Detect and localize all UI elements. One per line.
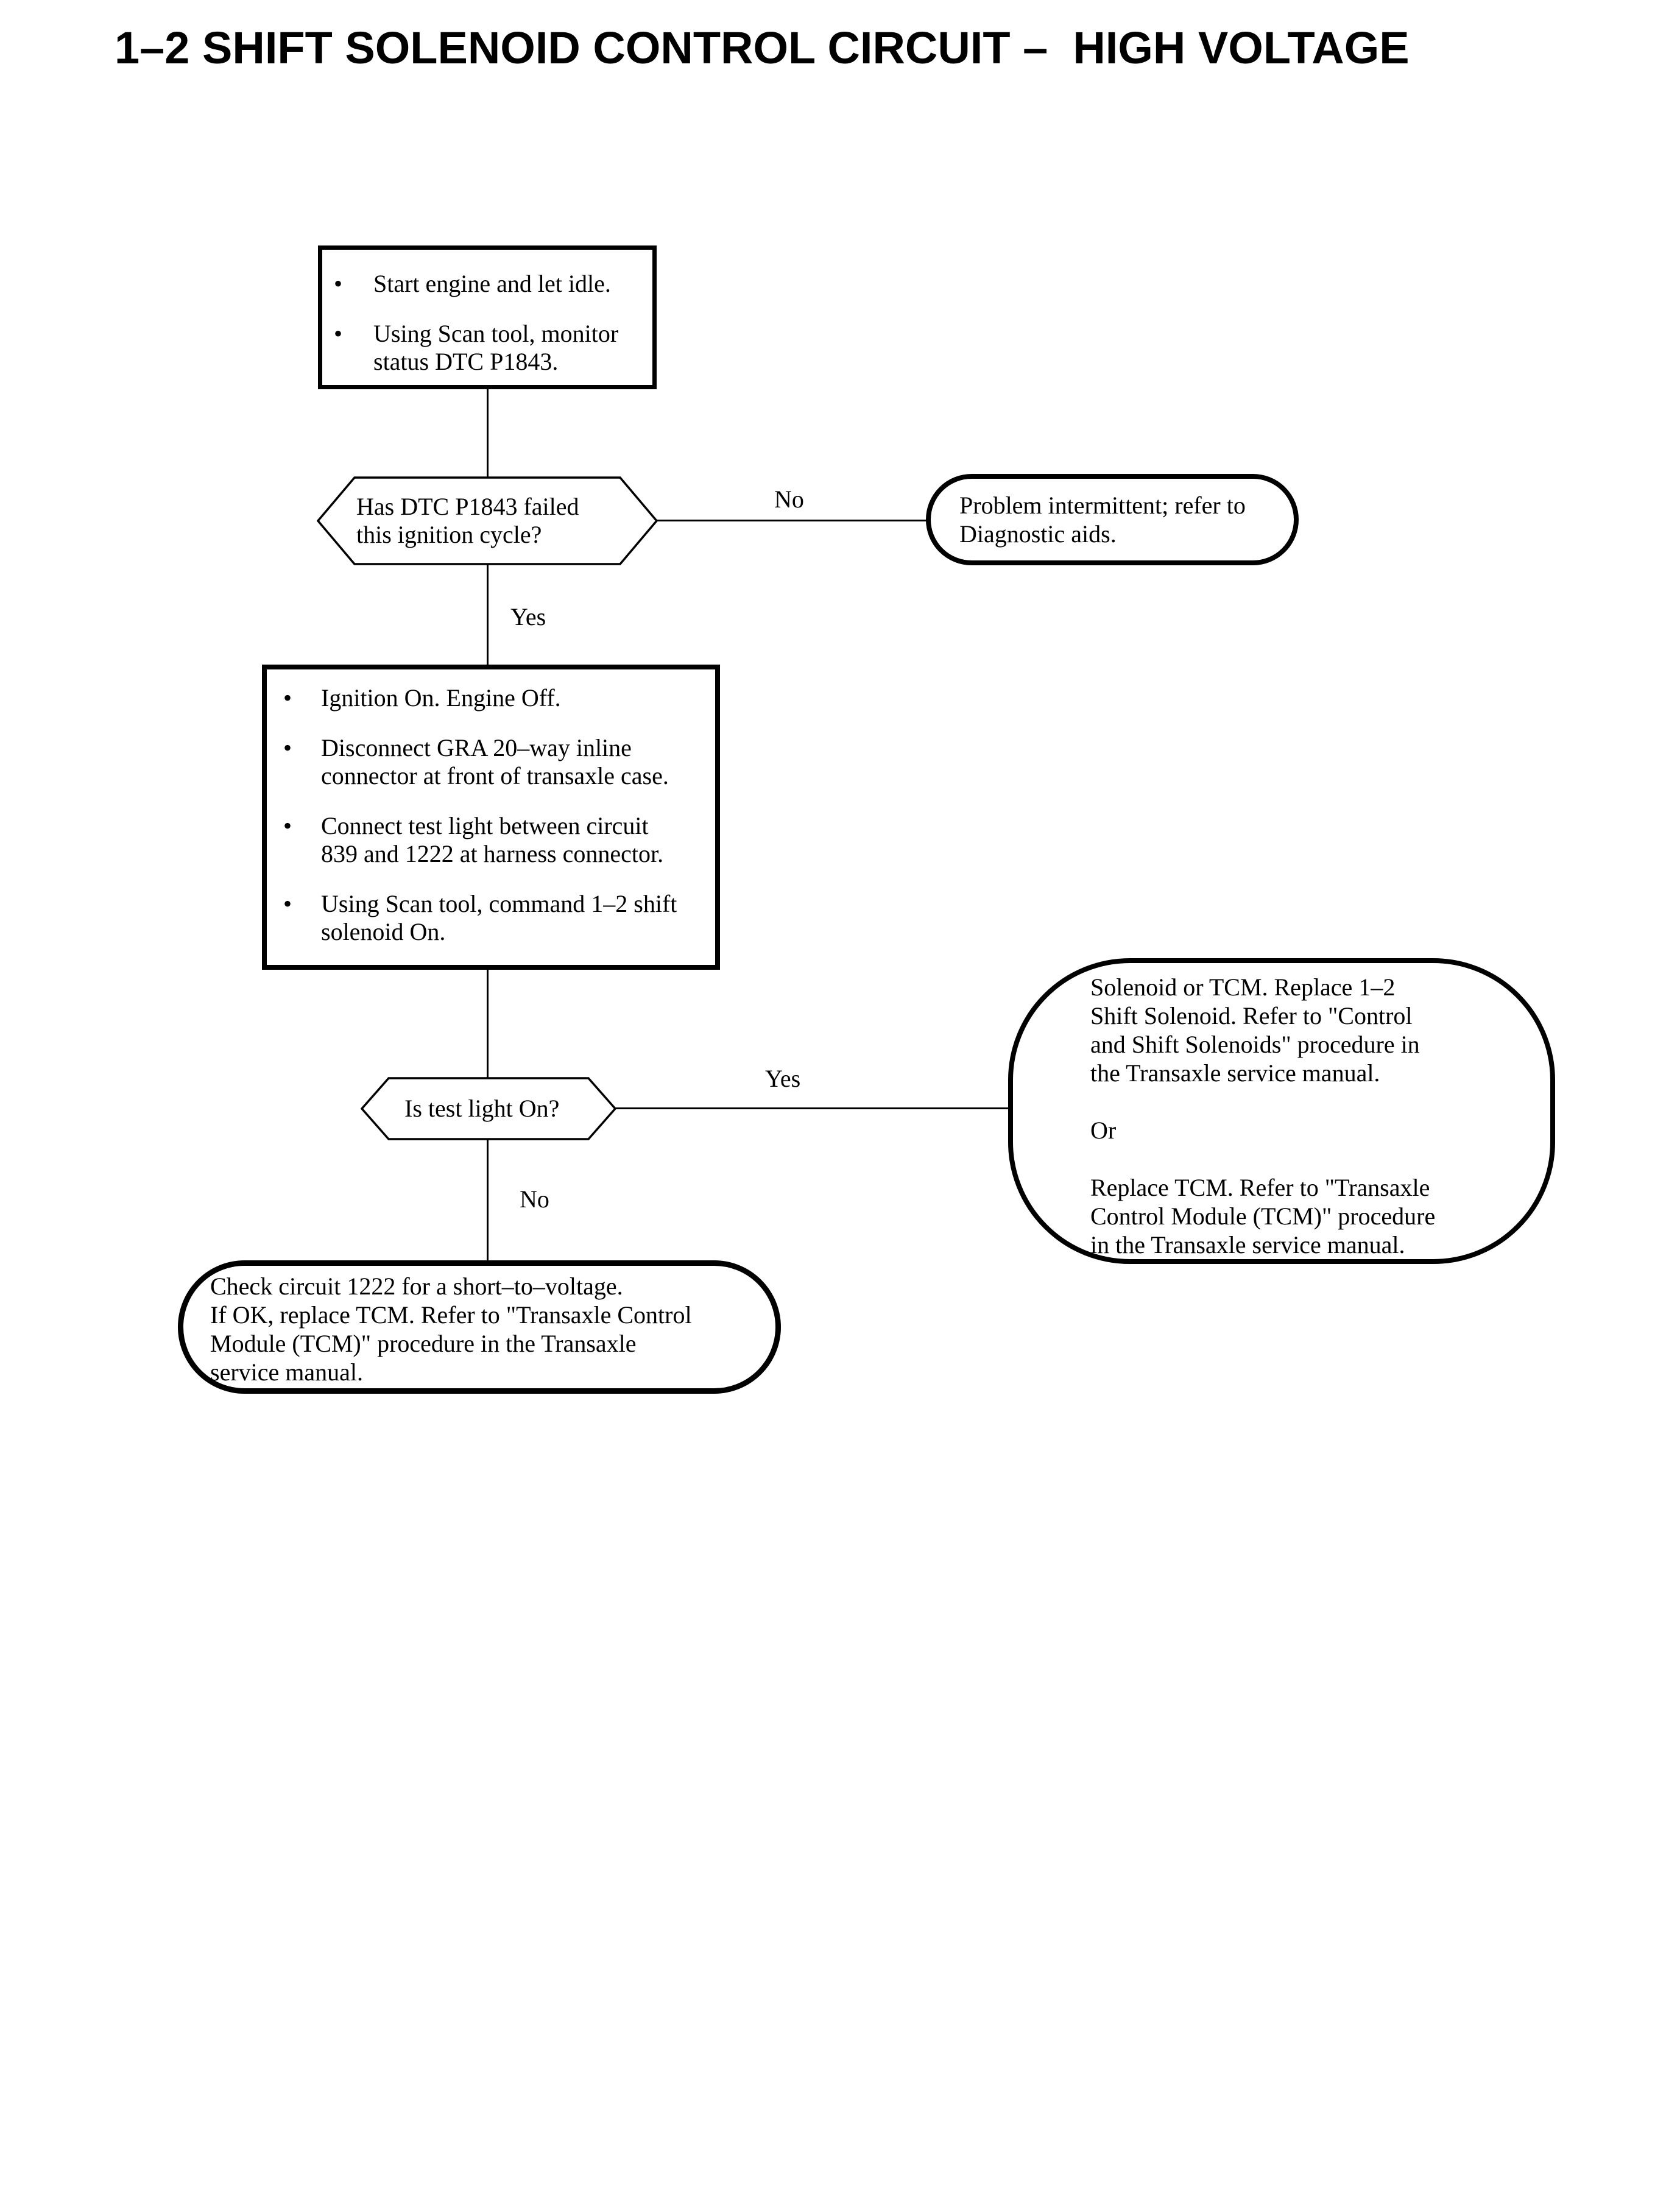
bullet-icon: • — [334, 270, 343, 297]
paragraph — [1090, 1116, 1526, 1145]
text-line: Is test light On? — [404, 1095, 560, 1122]
text-line: Check circuit 1222 for a short–to–voltage. — [210, 1273, 623, 1300]
terminal-problem-intermittent — [926, 474, 1299, 565]
paragraph — [1090, 1173, 1526, 1259]
connector-step1-to-decision1 — [487, 389, 489, 478]
decision1-hexagon — [317, 476, 658, 565]
text-line: Connect test light between circuit — [321, 812, 649, 839]
list-item — [334, 270, 643, 298]
bullet-icon: • — [283, 890, 292, 917]
text-line: status DTC P1843. — [373, 348, 559, 375]
text-line: this ignition cycle? — [356, 521, 542, 548]
edge-no2-label: No — [520, 1185, 549, 1213]
list-item — [283, 812, 706, 868]
bullet-icon: • — [283, 684, 292, 711]
text-line: If OK, replace TCM. Refer to "Transaxle Control — [210, 1301, 692, 1329]
edge-no1-line — [657, 520, 927, 521]
edge-yes2-line — [615, 1107, 1012, 1109]
text-line: in the Transaxle service manual. — [1090, 1231, 1405, 1259]
step-box-start-idle — [318, 245, 657, 389]
edge-yes1-line — [487, 564, 489, 666]
text-line: Module (TCM)" procedure in the Transaxle — [210, 1330, 637, 1357]
text-line: Shift Solenoid. Refer to "Control — [1090, 1002, 1413, 1029]
decision2-hexagon — [361, 1077, 616, 1140]
connector-step2-to-decision2 — [487, 970, 489, 1078]
text-line: Replace TCM. Refer to "Transaxle — [1090, 1174, 1430, 1201]
step-box-test-setup — [262, 665, 720, 970]
edge-yes1-label: Yes — [510, 603, 546, 630]
text-line: Control Module (TCM)" procedure — [1090, 1202, 1436, 1230]
terminal-check-circuit — [178, 1260, 781, 1394]
terminal-replace-solenoid-tcm — [1008, 958, 1555, 1264]
text-line: connector at front of transaxle case. — [321, 762, 669, 789]
page-title: 1–2 SHIFT SOLENOID CONTROL CIRCUIT – HIGH VOLTAGE — [115, 23, 1410, 73]
text-line: and Shift Solenoids" procedure in — [1090, 1031, 1420, 1058]
list-item — [283, 684, 706, 712]
text-line: Or — [1090, 1117, 1117, 1144]
text-line: Ignition On. Engine Off. — [321, 684, 561, 711]
text-line: Diagnostic aids. — [959, 520, 1117, 548]
edge-no2-line — [487, 1139, 489, 1262]
bullet-icon: • — [283, 734, 292, 761]
list-item — [334, 320, 643, 376]
text-line: solenoid On. — [321, 918, 446, 945]
list-item — [283, 890, 706, 946]
list-item — [283, 734, 706, 790]
text-line: service manual. — [210, 1358, 363, 1386]
text-line: Start engine and let idle. — [373, 270, 611, 297]
text-line: Using Scan tool, command 1–2 shift — [321, 890, 677, 917]
paragraph — [1090, 973, 1526, 1087]
text-line: 839 and 1222 at harness connector. — [321, 840, 664, 867]
edge-yes2-label: Yes — [765, 1065, 801, 1092]
text-line: Problem intermittent; refer to — [959, 492, 1246, 519]
text-line: Disconnect GRA 20–way inline — [321, 734, 632, 761]
text-line: the Transaxle service manual. — [1090, 1059, 1380, 1087]
text-line: Has DTC P1843 failed — [356, 493, 579, 520]
bullet-icon: • — [334, 320, 343, 347]
bullet-icon: • — [283, 812, 292, 839]
edge-no1-label: No — [774, 485, 804, 513]
text-line: Using Scan tool, monitor — [373, 320, 619, 347]
text-line: Solenoid or TCM. Replace 1–2 — [1090, 973, 1396, 1001]
